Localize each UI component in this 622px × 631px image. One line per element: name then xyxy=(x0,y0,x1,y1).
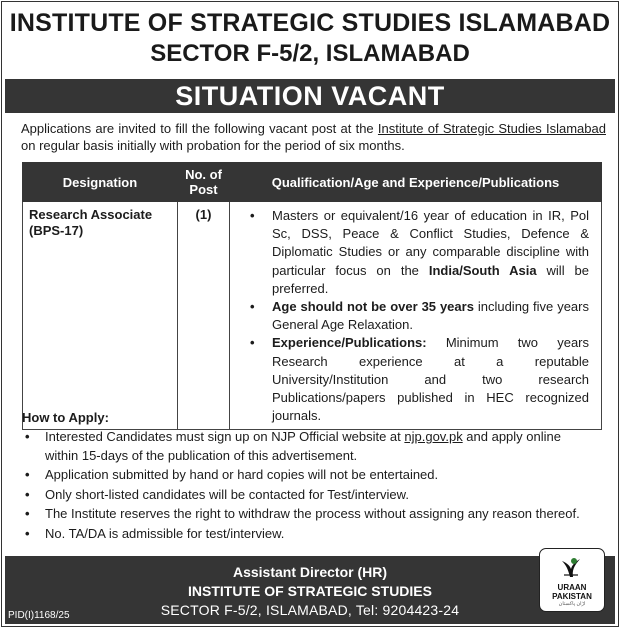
contact-institute: INSTITUTE OF STRATEGIC STUDIES xyxy=(188,583,432,599)
uraan-pakistan-logo xyxy=(539,548,605,612)
footer-contact-block xyxy=(5,556,615,624)
qualification-item-education xyxy=(236,207,595,298)
experience-label: Experience/Publications: xyxy=(272,335,427,351)
education-focus: India/South Asia xyxy=(428,262,537,278)
intro-text-before: Applications are invited to fill the following vacant post at the xyxy=(21,121,378,136)
header-no-of-post xyxy=(178,163,230,202)
age-limit: Age should not be over 35 years xyxy=(272,299,474,315)
list-item xyxy=(22,428,596,465)
age-relaxation: including five years General Age Relaxation. xyxy=(272,299,589,333)
designation-grade: (BPS-17) xyxy=(29,223,84,238)
qualification-list xyxy=(236,207,595,425)
vacancy-table xyxy=(22,162,602,430)
list-item: • No. TA/DA is admissible for test/interview. xyxy=(22,525,596,544)
how-to-apply-title: How to Apply: xyxy=(22,410,109,425)
table-header-row xyxy=(23,163,602,202)
header-no-of-post-line1: No. of xyxy=(185,167,222,182)
qualification-item-age xyxy=(236,298,595,334)
post-count-cell: (1) xyxy=(178,202,230,430)
header-qualification: Qualification/Age and Experience/Publications xyxy=(230,163,602,202)
apply-online-text: Interested Candidates must sign up on NJP Official website at xyxy=(45,429,405,444)
header-designation: Designation xyxy=(23,163,178,202)
logo-tagline: اڑان پاکستان xyxy=(558,601,586,607)
qualification-item-experience xyxy=(236,334,595,425)
advertisement-page xyxy=(1,1,619,627)
contact-designation: Assistant Director (HR) xyxy=(232,564,388,580)
how-to-apply-list xyxy=(22,428,596,544)
contact-address-phone: SECTOR F-5/2, ISLAMABAD, Tel: 9204423-24 xyxy=(160,602,460,618)
list-item: • Only short-listed candidates will be contacted for Test/interview. xyxy=(22,486,596,505)
institute-address: SECTOR F-5/2, ISLAMABAD xyxy=(150,40,470,67)
banner-text: SITUATION VACANT xyxy=(175,81,445,111)
list-item: • Application submitted by hand or hard copies will not be entertained. xyxy=(22,466,596,485)
education-text-end: will be preferred. xyxy=(272,262,589,296)
intro-text-after: on regular basis initially with probation for the period of six months. xyxy=(21,138,405,153)
situation-vacant-banner xyxy=(5,79,615,113)
pid-number: PID(I)1168/25 xyxy=(8,610,70,621)
experience-text: Minimum two years Research experience at a reputable University/Institution and two research Publications/papers published in HEC recognized journals. xyxy=(272,335,589,424)
designation-cell xyxy=(23,202,178,430)
institute-title: INSTITUTE OF STRATEGIC STUDIES ISLAMABAD xyxy=(9,9,611,37)
list-item: • The Institute reserves the right to withdraw the process without assigning any reason thereof. xyxy=(22,505,596,524)
apply-online-text-end: and apply online within 15-days of the publication of this advertisement. xyxy=(45,429,561,463)
table-row xyxy=(23,202,602,430)
logo-text-uraan: URAAN xyxy=(557,583,587,592)
njp-website-link[interactable]: njp.gov.pk xyxy=(404,429,463,444)
intro-paragraph xyxy=(21,120,606,154)
uraan-pakistan-emblem-icon xyxy=(558,555,584,581)
institute-link[interactable]: Institute of Strategic Studies Islamabad xyxy=(377,121,606,136)
education-text: Masters or equivalent/16 year of education in IR, Pol Sc, DSS, Peace & Conflict Studies, Defence & Diplomatic Studies or any comparable discipline with particular focus on the xyxy=(272,208,589,278)
qualification-cell xyxy=(230,202,602,430)
designation-title: Research Associate xyxy=(29,207,153,222)
header-no-of-post-line2: Post xyxy=(189,182,218,197)
logo-text-pakistan: PAKISTAN xyxy=(552,592,592,601)
